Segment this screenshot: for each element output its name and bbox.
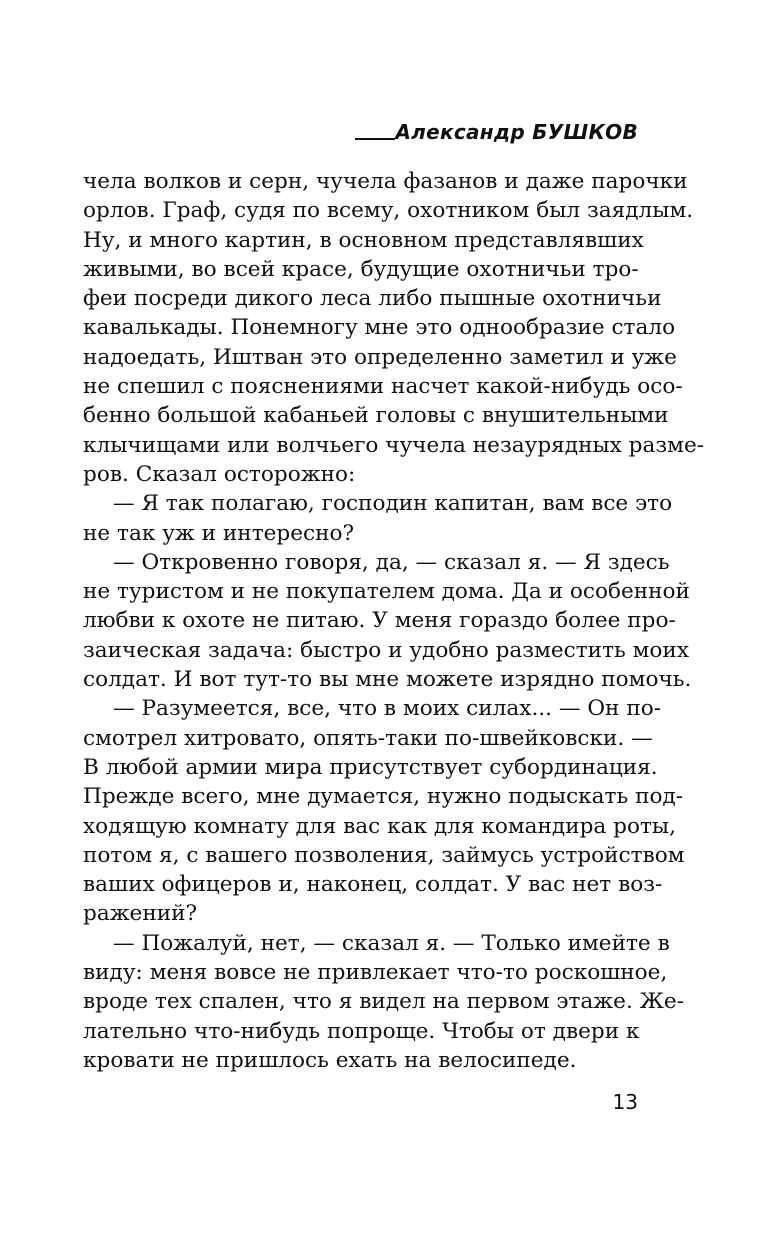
text-line: бенно большой кабаньей головы с внушительными	[83, 403, 669, 429]
text-line: феи посреди дикого леса либо пышные охотничьи	[83, 286, 662, 312]
body-text	[83, 167, 705, 1075]
dialogue-line: — Пожалуй, нет, — сказал я. — Только имейте в	[113, 930, 670, 956]
dialogue-line: — Разумеется, все, что в моих силах... — Он по-	[113, 696, 662, 722]
text-line: ров. Сказал осторожно:	[83, 461, 356, 487]
text-line: потом я, с вашего позволения, займусь устройством	[83, 842, 685, 868]
running-header	[355, 120, 638, 144]
header-rule	[355, 138, 395, 140]
text-line: вроде тех спален, что я видел на первом этаже. Же-	[83, 989, 685, 1015]
text-line: ражений?	[83, 901, 198, 927]
text-line: Ну, и много картин, в основном представлявших	[83, 227, 644, 253]
text-line: Прежде всего, мне думается, нужно подыскать под-	[83, 784, 684, 810]
dialogue-line: — Я так полагаю, господин капитан, вам все это	[113, 491, 673, 517]
page-number: 13	[612, 1090, 638, 1114]
text-line: чела волков и серн, чучела фазанов и даже парочки	[83, 169, 688, 194]
text-line: лательно что-нибудь попроще. Чтобы от двери к	[83, 1018, 640, 1044]
text-line: В любой армии мира присутствует субординация.	[83, 754, 658, 780]
text-line: любви к охоте не питаю. У меня гораздо более про-	[83, 608, 676, 634]
text-line: кровати не пришлось ехать на велосипеде.	[83, 1047, 577, 1073]
text-line: виду: меня вовсе не привлекает что-то роскошное,	[83, 960, 668, 986]
text-line: не спешил с пояснениями насчет какой-нибудь осо-	[83, 374, 683, 400]
text-line: кавалькады. Понемногу мне это однообразие стало	[83, 315, 676, 341]
text-line: надоедать, Иштван это определенно заметил и уже	[83, 344, 677, 370]
text-line: не туристом и не покупателем дома. Да и особенной	[83, 579, 690, 605]
text-line: солдат. И вот тут-то вы мне можете изрядно помочь.	[83, 667, 692, 693]
text-line: живыми, во всей красе, будущие охотничьи тро-	[83, 256, 639, 282]
text-line: ваших офицеров и, наконец, солдат. У вас нет воз-	[83, 872, 663, 898]
text-line: орлов. Граф, судя по всему, охотником был заядлым.	[83, 198, 694, 224]
text-line: заическая задача: быстро и удобно разместить моих	[83, 637, 690, 663]
dialogue-line: — Откровенно говоря, да, — сказал я. — Я здесь	[113, 549, 670, 575]
text-line: смотрел хитровато, опять-таки по-швейковски. —	[83, 725, 653, 751]
text-line: ходящую комнату для вас как для командира роты,	[83, 813, 676, 839]
author-name: Александр БУШКОВ	[395, 120, 638, 144]
text-line: не так уж и интересно?	[83, 520, 355, 546]
text-line: клычищами или волчьего чучела незаурядных разме-	[83, 432, 705, 458]
